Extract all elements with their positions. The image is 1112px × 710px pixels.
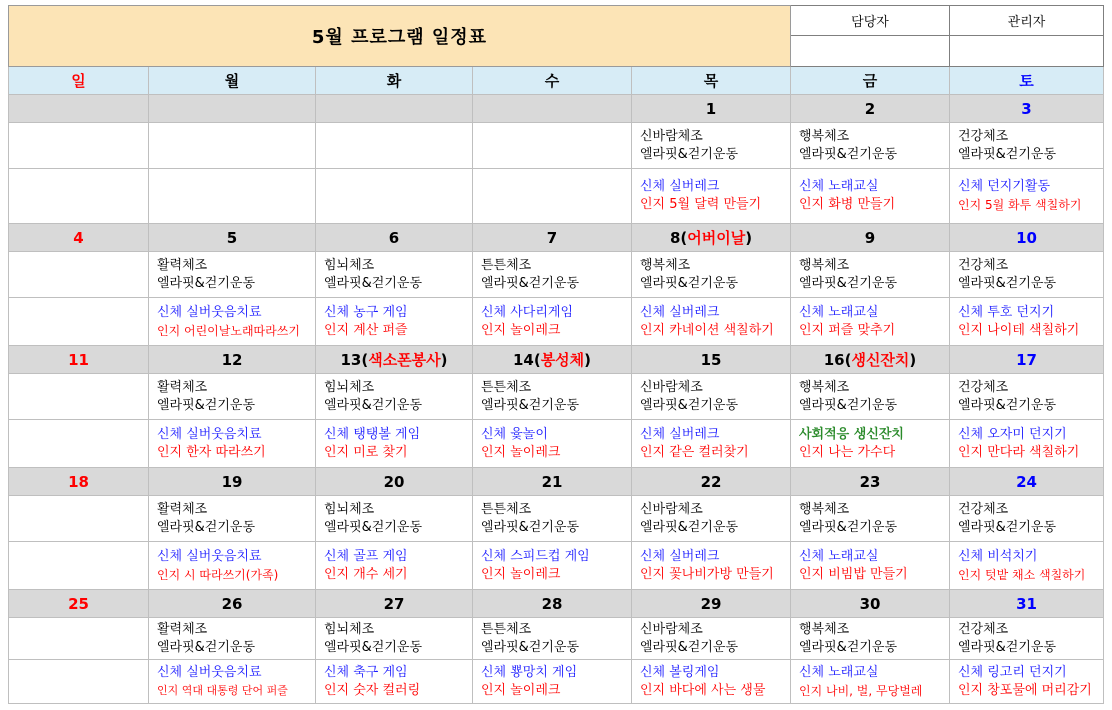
physical-activity: 신체 오자미 던지기 (958, 426, 1067, 442)
cognitive-activity: 인지 미로 찾기 (324, 444, 408, 460)
exercise-routine: 행복체조 (799, 501, 850, 517)
date-event-label: 색소폰봉사 (368, 351, 441, 369)
cognitive-activity: 인지 같은 컬러찾기 (640, 444, 749, 460)
exercise-walk: 엘라핏&걷기운동 (481, 275, 580, 291)
exercise-routine: 튼튼체조 (481, 257, 532, 273)
date-event-label: 봉성체 (540, 351, 585, 369)
exercise-walk: 엘라핏&걷기운동 (640, 519, 739, 535)
date-number: 16 (823, 351, 845, 369)
date-number: 17 (1016, 350, 1037, 369)
date-row (9, 346, 1104, 374)
exercise-walk: 엘라핏&걷기운동 (799, 275, 898, 291)
physical-activity: 신체 노래교실 (799, 548, 879, 564)
cognitive-activity: 인지 놀이레크 (481, 444, 561, 460)
physical-activity: 신체 노래교실 (799, 179, 879, 194)
date-number: 6 (388, 228, 400, 247)
exercise-routine: 활력체조 (157, 501, 208, 517)
program-row (9, 542, 1104, 590)
date-number: 14 (512, 351, 534, 369)
physical-activity: 신체 실버웃음치료 (157, 664, 262, 680)
date-cell-tue (316, 95, 473, 123)
weekday-wed: 수 (473, 67, 632, 95)
date-number: 15 (700, 350, 722, 369)
physical-activity: 사회적응 생신잔치 (799, 426, 904, 442)
weekday-sun: 일 (9, 67, 149, 95)
exercise-cell-sun (9, 374, 149, 420)
date-cell-tue (316, 590, 473, 618)
schedule-table (8, 5, 1104, 704)
weekday-mon: 월 (149, 67, 316, 95)
physical-activity: 신체 비석치기 (958, 548, 1038, 564)
cognitive-activity: 인지 화병 만들기 (799, 197, 896, 212)
date-number: 13 (340, 351, 362, 369)
program-cell-fri (791, 420, 950, 468)
program-cell-sat (950, 542, 1104, 590)
date-cell-tue (316, 468, 473, 496)
exercise-cell-sat (950, 618, 1104, 660)
date-cell-fri (791, 468, 950, 496)
exercise-cell-sun (9, 123, 149, 169)
cognitive-activity: 인지 놀이레크 (481, 682, 561, 698)
exercise-cell-thu (632, 496, 791, 542)
exercise-walk: 엘라핏&걷기운동 (799, 519, 898, 535)
exercise-cell-tue (316, 123, 473, 169)
cognitive-activity: 인지 숫자 컬러링 (324, 682, 421, 698)
program-cell-fri (791, 298, 950, 346)
manager-sign-box[interactable] (791, 36, 950, 67)
program-cell-thu (632, 298, 791, 346)
exercise-routine: 힘뇌체조 (324, 621, 375, 637)
exercise-walk: 엘라핏&걷기운동 (481, 639, 580, 655)
program-cell-mon (149, 660, 316, 704)
date-cell-sat (950, 346, 1104, 374)
physical-activity: 신체 실버레크 (640, 179, 720, 194)
exercise-walk: 엘라핏&걷기운동 (958, 397, 1057, 413)
date-cell-wed (473, 590, 632, 618)
schedule-sheet (8, 5, 1104, 704)
exercise-walk: 엘라핏&걷기운동 (324, 397, 423, 413)
date-number: 9 (864, 228, 876, 247)
program-row (9, 298, 1104, 346)
date-cell-thu (632, 590, 791, 618)
exercise-walk: 엘라핏&걷기운동 (157, 275, 256, 291)
exercise-cell-mon (149, 252, 316, 298)
exercise-cell-mon (149, 618, 316, 660)
exercise-routine: 행복체조 (799, 257, 850, 273)
date-cell-mon (149, 95, 316, 123)
cognitive-activity: 인지 놀이레크 (481, 322, 561, 338)
date-number: 20 (383, 472, 405, 491)
program-cell-tue (316, 169, 473, 224)
physical-activity: 신체 농구 게임 (324, 304, 408, 320)
exercise-routine: 활력체조 (157, 257, 208, 273)
date-number: 10 (1016, 228, 1037, 247)
exercise-cell-wed (473, 123, 632, 169)
cognitive-activity: 인지 어린이날노래따라쓰기 (157, 323, 300, 338)
cognitive-activity: 인지 개수 세기 (324, 566, 408, 582)
program-cell-thu (632, 660, 791, 704)
physical-activity: 신체 노래교실 (799, 304, 879, 320)
exercise-walk: 엘라핏&걷기운동 (640, 275, 739, 291)
page-title: 5월 프로그램 일정표 (9, 6, 791, 67)
physical-activity: 신체 스피드컵 게임 (481, 548, 590, 564)
exercise-walk: 엘라핏&걷기운동 (640, 397, 739, 413)
exercise-cell-thu (632, 374, 791, 420)
cognitive-activity: 인지 비빔밥 만들기 (799, 566, 908, 582)
physical-activity: 신체 윷놀이 (481, 426, 548, 442)
exercise-cell-sun (9, 496, 149, 542)
weekday-tue: 화 (316, 67, 473, 95)
exercise-row (9, 123, 1104, 169)
physical-activity: 신체 링고리 던지기 (958, 664, 1067, 680)
physical-activity: 신체 실버웃음치료 (157, 426, 262, 442)
physical-activity: 신체 실버레크 (640, 548, 720, 564)
exercise-cell-fri (791, 496, 950, 542)
date-number: 23 (859, 472, 881, 491)
cognitive-activity: 인지 나는 가수다 (799, 444, 896, 460)
exercise-cell-mon (149, 496, 316, 542)
date-cell-tue (316, 224, 473, 252)
weekday-fri: 금 (791, 67, 950, 95)
exercise-routine: 행복체조 (799, 379, 850, 395)
date-number: 24 (1016, 472, 1037, 491)
exercise-routine: 건강체조 (958, 257, 1009, 273)
physical-activity: 신체 던지기활동 (958, 179, 1051, 194)
exercise-cell-sat (950, 252, 1104, 298)
exercise-cell-fri (791, 123, 950, 169)
program-cell-wed (473, 420, 632, 468)
physical-activity: 신체 사다리게임 (481, 304, 574, 320)
date-row (9, 224, 1104, 252)
date-number: 7 (546, 228, 558, 247)
exercise-routine: 활력체조 (157, 621, 208, 637)
exercise-walk: 엘라핏&걷기운동 (799, 146, 898, 162)
date-number: 5 (226, 228, 238, 247)
exercise-row (9, 374, 1104, 420)
program-cell-thu (632, 542, 791, 590)
date-cell-wed (473, 224, 632, 252)
program-cell-sun (9, 420, 149, 468)
exercise-routine: 튼튼체조 (481, 621, 532, 637)
exercise-routine: 행복체조 (799, 621, 850, 637)
exercise-routine: 활력체조 (157, 379, 208, 395)
cognitive-activity: 인지 텃밭 채소 색칠하기 (958, 567, 1086, 582)
physical-activity: 신체 골프 게임 (324, 548, 408, 564)
program-cell-sat (950, 660, 1104, 704)
date-cell-sun (9, 224, 149, 252)
date-number: 12 (221, 350, 243, 369)
date-cell-sun (9, 346, 149, 374)
exercise-routine: 건강체조 (958, 501, 1009, 517)
exercise-row (9, 618, 1104, 660)
date-number: 2 (864, 99, 876, 118)
program-cell-sun (9, 542, 149, 590)
exercise-cell-mon (149, 123, 316, 169)
date-cell-sat (950, 95, 1104, 123)
exercise-walk: 엘라핏&걷기운동 (799, 397, 898, 413)
program-cell-fri (791, 542, 950, 590)
exercise-cell-tue (316, 496, 473, 542)
exercise-cell-thu (632, 252, 791, 298)
exercise-routine: 건강체조 (958, 379, 1009, 395)
date-cell-sun (9, 95, 149, 123)
date-cell-wed (473, 95, 632, 123)
date-number: 18 (68, 472, 89, 491)
exercise-cell-sat (950, 374, 1104, 420)
physical-activity: 신체 탱탱볼 게임 (324, 426, 421, 442)
physical-activity: 신체 볼링게임 (640, 664, 720, 680)
date-cell-sun (9, 590, 149, 618)
program-cell-tue (316, 298, 473, 346)
exercise-routine: 신바람체조 (640, 621, 703, 637)
exercise-walk: 엘라핏&걷기운동 (958, 275, 1057, 291)
exercise-walk: 엘라핏&걷기운동 (157, 397, 256, 413)
exercise-cell-tue (316, 374, 473, 420)
physical-activity: 신체 뿅망치 게임 (481, 664, 578, 680)
cognitive-activity: 인지 카네이션 색칠하기 (640, 322, 774, 338)
physical-activity: 신체 축구 게임 (324, 664, 408, 680)
date-cell-thu (632, 346, 791, 374)
exercise-row (9, 252, 1104, 298)
date-number: 29 (700, 594, 722, 613)
cognitive-activity: 인지 퍼즐 맞추기 (799, 322, 896, 338)
cognitive-activity: 인지 만다라 색칠하기 (958, 444, 1080, 460)
cognitive-activity: 인지 5월 달력 만들기 (640, 197, 762, 212)
exercise-cell-sun (9, 252, 149, 298)
date-cell-fri (791, 590, 950, 618)
date-cell-thu: 8(어버이날) (632, 224, 791, 252)
program-cell-thu (632, 420, 791, 468)
exercise-walk: 엘라핏&걷기운동 (157, 519, 256, 535)
date-number: 28 (541, 594, 563, 613)
exercise-walk: 엘라핏&걷기운동 (324, 275, 423, 291)
program-cell-mon (149, 298, 316, 346)
exercise-routine: 건강체조 (958, 128, 1009, 144)
date-row (9, 468, 1104, 496)
date-cell-sat (950, 590, 1104, 618)
exercise-cell-thu (632, 123, 791, 169)
date-number: 19 (221, 472, 243, 491)
date-event-label: 어버이날 (687, 229, 746, 247)
exercise-row (9, 496, 1104, 542)
program-row (9, 660, 1104, 704)
exercise-routine: 힘뇌체조 (324, 379, 375, 395)
exercise-walk: 엘라핏&걷기운동 (324, 639, 423, 655)
program-cell-sun (9, 169, 149, 224)
date-cell-tue: 13(색소폰봉사) (316, 346, 473, 374)
weekday-sat: 토 (950, 67, 1104, 95)
physical-activity: 신체 투호 던지기 (958, 304, 1055, 320)
weekday-thu: 목 (632, 67, 791, 95)
program-cell-wed (473, 542, 632, 590)
exercise-walk: 엘라핏&걷기운동 (799, 639, 898, 655)
program-cell-sat (950, 169, 1104, 224)
exercise-routine: 신바람체조 (640, 128, 703, 144)
exercise-routine: 신바람체조 (640, 501, 703, 517)
exercise-routine: 신바람체조 (640, 379, 703, 395)
program-cell-mon (149, 542, 316, 590)
program-cell-sat (950, 298, 1104, 346)
date-row (9, 95, 1104, 123)
date-cell-wed: 14(봉성체) (473, 346, 632, 374)
admin-sign-box[interactable] (950, 36, 1104, 67)
exercise-walk: 엘라핏&걷기운동 (640, 146, 739, 162)
program-cell-tue (316, 660, 473, 704)
date-cell-fri (791, 95, 950, 123)
date-number: 8 (669, 229, 681, 247)
exercise-routine: 행복체조 (799, 128, 850, 144)
exercise-cell-tue (316, 252, 473, 298)
date-cell-mon (149, 224, 316, 252)
program-row (9, 420, 1104, 468)
cognitive-activity: 인지 5월 화투 색칠하기 (958, 198, 1082, 212)
program-cell-fri (791, 169, 950, 224)
cognitive-activity: 인지 놀이레크 (481, 566, 561, 582)
exercise-cell-mon (149, 374, 316, 420)
date-number: 22 (700, 472, 722, 491)
exercise-routine: 튼튼체조 (481, 501, 532, 517)
program-row (9, 169, 1104, 224)
program-cell-sun (9, 660, 149, 704)
cognitive-activity: 인지 한자 따라쓰기 (157, 444, 266, 460)
exercise-walk: 엘라핏&걷기운동 (157, 639, 256, 655)
date-row (9, 590, 1104, 618)
date-number: 11 (68, 350, 89, 369)
date-cell-thu (632, 468, 791, 496)
date-number: 25 (68, 594, 89, 613)
exercise-routine: 튼튼체조 (481, 379, 532, 395)
date-cell-sat (950, 468, 1104, 496)
date-number: 1 (705, 99, 717, 118)
date-event-label: 생신잔치 (851, 351, 910, 369)
date-number: 27 (383, 594, 405, 613)
date-cell-mon (149, 468, 316, 496)
physical-activity: 신체 노래교실 (799, 664, 879, 680)
date-cell-mon (149, 346, 316, 374)
cognitive-activity: 인지 창포물에 머리감기 (958, 682, 1092, 698)
admin-sign-label: 관리자 (950, 6, 1104, 36)
date-number: 21 (541, 472, 563, 491)
program-cell-thu (632, 169, 791, 224)
exercise-walk: 엘라핏&걷기운동 (958, 639, 1057, 655)
exercise-cell-tue (316, 618, 473, 660)
weekday-header-row (9, 67, 1104, 95)
date-number: 30 (859, 594, 881, 613)
date-number: 4 (73, 228, 84, 247)
program-cell-tue (316, 420, 473, 468)
exercise-routine: 힘뇌체조 (324, 257, 375, 273)
program-cell-mon (149, 169, 316, 224)
program-cell-sat (950, 420, 1104, 468)
program-cell-wed (473, 169, 632, 224)
exercise-cell-wed (473, 496, 632, 542)
program-cell-mon (149, 420, 316, 468)
date-cell-thu (632, 95, 791, 123)
program-cell-tue (316, 542, 473, 590)
manager-sign-label: 담당자 (791, 6, 950, 36)
exercise-walk: 엘라핏&걷기운동 (958, 146, 1057, 162)
exercise-cell-wed (473, 374, 632, 420)
cognitive-activity: 인지 꽃나비가방 만들기 (640, 566, 774, 582)
date-number: 31 (1016, 594, 1037, 613)
date-number: 3 (1021, 99, 1032, 118)
date-cell-fri (791, 224, 950, 252)
exercise-walk: 엘라핏&걷기운동 (324, 519, 423, 535)
exercise-cell-thu (632, 618, 791, 660)
exercise-cell-sat (950, 496, 1104, 542)
exercise-walk: 엘라핏&걷기운동 (640, 639, 739, 655)
exercise-cell-fri (791, 618, 950, 660)
physical-activity: 신체 실버웃음치료 (157, 548, 262, 564)
cognitive-activity: 인지 시 따라쓰기(가족) (157, 567, 279, 582)
physical-activity: 신체 실버레크 (640, 426, 720, 442)
exercise-cell-wed (473, 252, 632, 298)
exercise-routine: 힘뇌체조 (324, 501, 375, 517)
date-cell-sun (9, 468, 149, 496)
cognitive-activity: 인지 나이테 색칠하기 (958, 322, 1080, 338)
physical-activity: 신체 실버웃음치료 (157, 304, 262, 320)
cognitive-activity: 인지 나비, 벌, 무당벌레 (799, 683, 923, 698)
exercise-cell-fri (791, 374, 950, 420)
cognitive-activity: 인지 역대 대통령 단어 퍼즐 (157, 683, 288, 697)
date-cell-wed (473, 468, 632, 496)
cognitive-activity: 인지 계산 퍼즐 (324, 322, 408, 338)
date-cell-mon (149, 590, 316, 618)
exercise-walk: 엘라핏&걷기운동 (481, 519, 580, 535)
exercise-cell-wed (473, 618, 632, 660)
exercise-walk: 엘라핏&걷기운동 (958, 519, 1057, 535)
program-cell-fri (791, 660, 950, 704)
exercise-routine: 건강체조 (958, 621, 1009, 637)
program-cell-sun (9, 298, 149, 346)
exercise-walk: 엘라핏&걷기운동 (481, 397, 580, 413)
date-cell-sat (950, 224, 1104, 252)
program-cell-wed (473, 298, 632, 346)
date-cell-fri: 16(생신잔치) (791, 346, 950, 374)
exercise-cell-fri (791, 252, 950, 298)
date-number: 26 (221, 594, 243, 613)
physical-activity: 신체 실버레크 (640, 304, 720, 320)
exercise-routine: 행복체조 (640, 257, 691, 273)
exercise-cell-sat (950, 123, 1104, 169)
program-cell-wed (473, 660, 632, 704)
cognitive-activity: 인지 바다에 사는 생물 (640, 682, 766, 698)
exercise-cell-sun (9, 618, 149, 660)
